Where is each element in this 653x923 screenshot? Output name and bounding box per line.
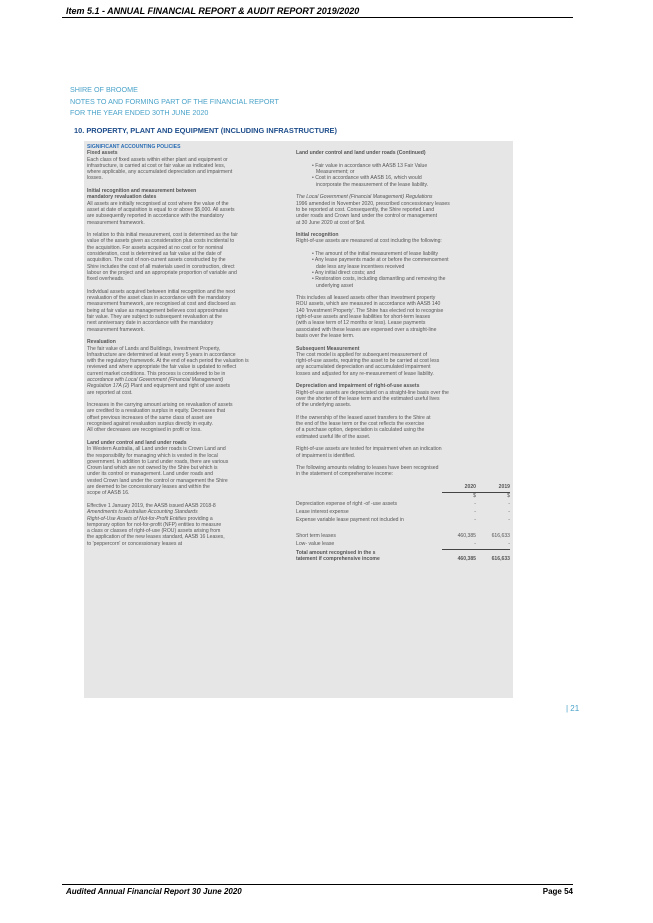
table-row: [296, 525, 510, 533]
text-line: under roads and Crown land under the control or management: [296, 213, 438, 220]
text-line: fair value. They are subject to subsequent revaluation at the: [87, 314, 222, 321]
table-row: [296, 541, 510, 550]
text-line: measurement framework, are recognised at cost and disclosed as: [87, 301, 236, 308]
bullet-item: • Any initial direct costs; and: [312, 269, 376, 276]
text-line: any accumulated depreciation and accumulated impairment: [296, 364, 431, 371]
bullet-continuation: date less any lease incentives received: [316, 263, 405, 270]
text-line: are deemed to be concessionary leases and within the: [87, 484, 210, 491]
text-line: Right-of-use assets are tested for impairment when an indication: [296, 446, 442, 453]
text-line: measurement framework.: [87, 326, 145, 333]
policies-title: SIGNIFICANT ACCOUNTING POLICIES: [87, 144, 181, 150]
text-line: scope of AASB 16.: [87, 490, 130, 497]
text-line: The cost model is applied for subsequent measurement of: [296, 351, 428, 358]
footer-title: Audited Annual Financial Report 30 June 2020: [66, 887, 242, 896]
revaluation-tail: Plant and equipment and right of use assets: [129, 383, 231, 390]
text-line: Increases in the carrying amount arising on revaluation of assets: [87, 402, 233, 409]
value-2020: -: [474, 509, 476, 516]
standard-reference: Amendments to Australian Accounting Standards: [87, 509, 198, 516]
table-header-row: [296, 484, 510, 493]
text-line: estimated useful life of the asset.: [296, 433, 371, 440]
value-2019: -: [508, 517, 510, 524]
table-row: [296, 517, 510, 525]
text-line: measurement framework.: [87, 219, 145, 226]
text-line: government. In addition to Land under roads, there are various: [87, 458, 229, 465]
text-line: consideration, cost is determined as fair value at the date of: [87, 251, 222, 258]
text-line: Shire includes the cost of all materials used in construction, direct: [87, 263, 235, 270]
regulation-reference-2: Regulation 17A (2): [87, 383, 130, 390]
text-line: infrastructure, is carried at cost or fair value as indicated less,: [87, 162, 226, 169]
document-item-header: Item 5.1 - ANNUAL FINANCIAL REPORT & AUDIT REPORT 2019/2020: [66, 6, 360, 16]
bullet-item: • Restoration costs, including dismantling and removing the: [312, 276, 446, 283]
text-line: Right-of-use assets are measured at cost including the following:: [296, 238, 442, 245]
text-line: The fair value of Lands and Buildings, Investment Property,: [87, 345, 221, 352]
table-unit-row: [296, 493, 510, 502]
row-label: Depreciation expense of right -of -use assets: [296, 501, 398, 508]
page-marker: | 21: [566, 704, 580, 713]
value-2019: -: [508, 501, 510, 508]
text-line: Crown land which are not owned by the Shire but which is: [87, 465, 218, 472]
text-line: are reported at cost.: [87, 389, 133, 396]
bullet-item: • Any lease payments made at or before the commencement: [312, 257, 449, 264]
table-row: [296, 501, 510, 509]
text-line: ROU assets, which are measured in accordance with AASB 140: [296, 301, 441, 308]
left-column: [87, 144, 287, 547]
text-line: Infrastructure are determined at least every 5 years in accordance: [87, 351, 236, 358]
text-line: Effective 1 January 2019, the AASB issued AASB 2018-8: [87, 502, 216, 509]
text-line: to 'peppercorn' or concessionary leases at: [87, 540, 183, 547]
text-line: where applicable, any accumulated depreciation and impairment: [87, 169, 233, 176]
regulations-reference: The Local Government (Financial Management) Regulations: [296, 194, 433, 201]
text-line: fixed overheads.: [87, 276, 125, 283]
value-2019: 616,633: [491, 533, 510, 540]
text-line: (with a lease term of 12 months or less). Lease payments: [296, 320, 426, 327]
depreciation-title: Depreciation and impairment of right-of-use assets: [296, 383, 420, 390]
value-2020: 460,385: [457, 533, 476, 540]
text-line: reviewed and where appropriate the fair value is updated to reflect: [87, 364, 237, 371]
text-line: of impairment is identified.: [296, 452, 356, 459]
text-line: right-of-use assets and lease liabilities for short-term leases: [296, 314, 431, 321]
text-line: of a purchase option, depreciation is calculated using the: [296, 427, 425, 434]
text-line: All assets are initially recognised at cost where the value of the: [87, 200, 229, 207]
lease-amounts-table: [296, 484, 510, 563]
table-row: [296, 533, 510, 541]
text-line: 1996 amended in November 2020, prescribed concessionary leases: [296, 200, 450, 207]
text-line: 140 'Investment Property'. The Shire has elected not to recognise: [296, 307, 444, 314]
text-line: offset previous increases of the same class of asset are: [87, 414, 213, 421]
initial-recognition-title-2: mandatory revaluation dates: [87, 194, 157, 201]
text-line: All other decreases are recognised in profit or loss.: [87, 427, 202, 434]
text-line: in the statement of comprehensive income:: [296, 471, 394, 478]
text-line: vested Crown land under the control or management the Shire: [87, 477, 228, 484]
text-line: are subsequently reported in accordance with the mandatory: [87, 213, 224, 220]
unit-2020: $: [442, 493, 476, 502]
text-line: asset at date of acquisition is equal to or above $5,000. All assets: [87, 206, 235, 213]
shire-name: SHIRE OF BROOME: [70, 85, 138, 94]
section-heading: 10. PROPERTY, PLANT AND EQUIPMENT (INCLUDING INFRASTRUCTURE): [74, 126, 337, 135]
row-label: Short term leases: [296, 533, 336, 540]
right-column: [296, 144, 510, 563]
policies-panel: [84, 141, 513, 698]
text-line: under its control or management. Land under roads and: [87, 471, 214, 478]
standard-reference-2: Right-of-Use Assets of Not-for-Profit Entities: [87, 515, 187, 522]
value-2019: -: [476, 541, 510, 550]
text-line: basis over the lease term.: [296, 332, 355, 339]
value-2020: -: [442, 541, 476, 550]
bullet-continuation: incorporate the measurement of the lease liability.: [316, 181, 429, 188]
text-line: of the underlying assets.: [296, 402, 352, 409]
bullet-item: • The amount of the initial measurement of lease liability: [312, 251, 438, 258]
text-line: the acquisition. For assets acquired at no cost or for nominal: [87, 244, 224, 251]
total-label: Total amount recognised in the s tatement if comprehensive income: [296, 549, 380, 562]
unit-2019: $: [476, 493, 510, 502]
value-2019: [476, 525, 510, 533]
effective-tail: providing a: [186, 515, 213, 522]
text-line: the application of the new leases standard, AASB 16 Leases,: [87, 534, 225, 541]
text-line: next anniversary date in accordance with the mandatory: [87, 320, 214, 327]
value-2019: -: [508, 509, 510, 516]
text-line: are credited to a revaluation surplus in equity. Decreases that: [87, 408, 226, 415]
text-line: In Western Australia, all Land under roads is Crown Land and: [87, 446, 226, 453]
total-2020: 460,385: [457, 556, 476, 563]
text-line: If the ownership of the leased asset transfers to the Shire at: [296, 414, 431, 421]
revaluation-title: Revaluation: [87, 339, 116, 346]
report-title-block: [70, 84, 279, 119]
land-under-control-title: Land under control and land under roads: [87, 439, 187, 446]
footer-rule: [62, 884, 573, 885]
value-2020: [442, 525, 476, 533]
text-line: acquisition. The cost of non-current assets constructed by the: [87, 257, 226, 264]
footer-page-number: Page 54: [542, 887, 573, 896]
text-line: with the regulatory framework. At the end of each period the valuation is: [87, 358, 249, 365]
bullet-continuation: underlying asset: [316, 282, 354, 289]
col-header-2019: 2019: [498, 484, 510, 491]
total-2019: 616,633: [491, 556, 510, 563]
value-2020: -: [474, 501, 476, 508]
row-label: Low- value lease: [296, 541, 335, 548]
text-line: associated with these leases are expensed over a straight-line: [296, 326, 437, 333]
initial-recognition-title: Initial recognition: [296, 232, 339, 239]
text-line: Each class of fixed assets within either plant and equipment or: [87, 156, 228, 163]
text-line: recognised against revaluation surplus directly in equity.: [87, 421, 213, 428]
initial-recognition-title: Initial recognition and measurement between: [87, 188, 197, 195]
text-line: losses.: [87, 175, 103, 182]
bullet-item: • Fair value in accordance with AASB 13 Fair Value: [312, 162, 428, 169]
text-line: temporary option for not-for-profit (NFP) entities to measure: [87, 521, 222, 528]
text-line: to be reported at cost. Consequently, the Shire reported Land: [296, 206, 435, 213]
text-line: at 30 June 2020 at cost of $nil.: [296, 219, 366, 226]
text-line: a class or classes of right-of-use (ROU) assets arising from: [87, 528, 221, 535]
report-subtitle: NOTES TO AND FORMING PART OF THE FINANCIAL REPORT: [70, 96, 279, 106]
text-line: over the shorter of the lease term and the estimated useful lives: [296, 395, 440, 402]
text-line: The following amounts relating to leases have been recognised: [296, 465, 439, 472]
row-label: [296, 525, 442, 533]
table-row: [296, 509, 510, 517]
text-line: In relation to this initial measurement, cost is determined as the fair: [87, 232, 238, 239]
text-line: This includes all leased assets other than investment property: [296, 295, 436, 302]
text-line: right-of-use assets, requiring the asset to be carried at cost less: [296, 358, 440, 365]
col-header-2020: 2020: [464, 484, 476, 491]
report-period: FOR THE YEAR ENDED 30TH JUNE 2020: [70, 108, 209, 117]
text-line: current market conditions. This process is considered to be in: [87, 370, 226, 377]
text-line: the end of the lease term or the cost reflects the exercise: [296, 421, 425, 428]
text-line: the responsibility for managing which is vested in the local: [87, 452, 218, 459]
text-line: Individual assets acquired between initial recognition and the next: [87, 288, 236, 295]
text-line: revaluation of the asset class in accordance with the mandatory: [87, 295, 231, 302]
subsequent-measurement-title: Subsequent Measurement: [296, 345, 360, 352]
header-rule: [62, 17, 573, 18]
text-line: Right-of-use assets are depreciated on a straight-line basis over the: [296, 389, 449, 396]
text-line: value of the assets given as consideration plus costs incidental to: [87, 238, 235, 245]
text-line: losses and adjusted for any re-measurement of lease liability.: [296, 370, 434, 377]
table-total-row: [296, 550, 510, 563]
text-line: labour on the project and an appropriate proportion of variable and: [87, 269, 237, 276]
fixed-assets-title: Fixed assets: [87, 150, 118, 157]
land-continued-title: Land under control and land under roads (Continued): [296, 150, 426, 157]
regulation-reference: accordance with Local Government (Financial Management): [87, 376, 224, 383]
bullet-item: • Cost in accordance with AASB 16, which would: [312, 175, 422, 182]
value-2020: -: [474, 517, 476, 524]
bullet-continuation: Measurement; or: [316, 169, 355, 176]
row-label: Lease interest expense: [296, 509, 349, 516]
row-label: Expense variable lease payment not included in: [296, 517, 404, 524]
text-line: being at fair value as management believes cost approximates: [87, 307, 229, 314]
